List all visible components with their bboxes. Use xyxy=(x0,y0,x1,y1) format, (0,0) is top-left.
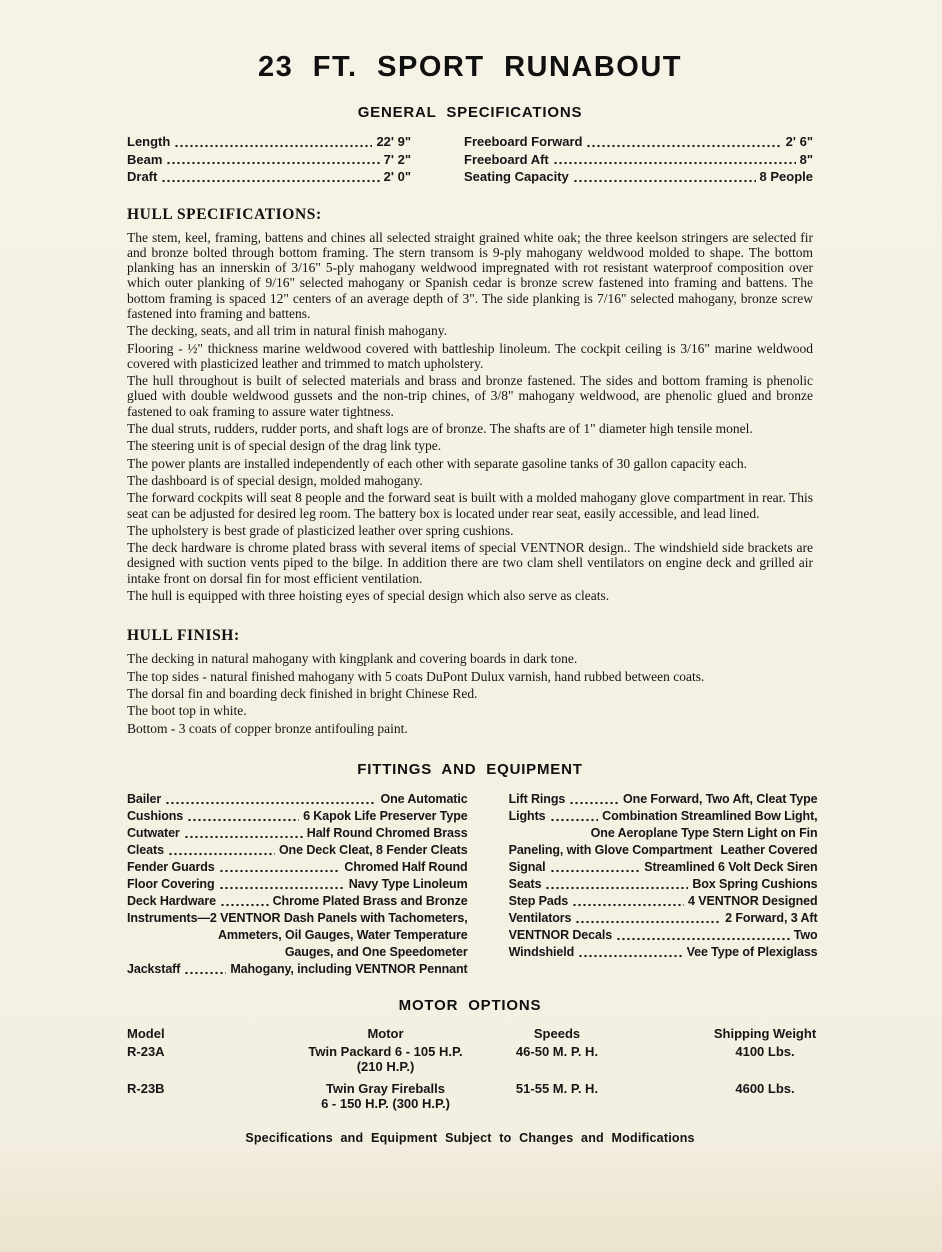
motor-shipping-weight xyxy=(717,1044,813,1059)
paragraph: The top sides - natural finished mahogany with 5 coats DuPont Dulux varnish, hand rubbed between coats. xyxy=(127,668,705,684)
motor-speeds xyxy=(512,1044,602,1059)
list-item xyxy=(509,791,818,808)
paragraph: The upholstery is best grade of plasticized leather over spring cushions. xyxy=(127,522,514,538)
leader-row xyxy=(127,151,411,169)
leader-dots xyxy=(161,179,379,183)
leader-row xyxy=(509,927,818,944)
list-item xyxy=(509,842,818,859)
item-value: 2' 0" xyxy=(383,169,411,184)
motor-model: R-23A xyxy=(127,1043,165,1059)
list-item xyxy=(509,910,818,927)
item-value: 6 Kapok Life Preserver Type xyxy=(303,808,468,823)
motor-description-line: Twin Packard 6 - 105 H.P. xyxy=(308,1043,463,1059)
leader-dots xyxy=(545,886,688,890)
leader-row xyxy=(127,825,468,842)
list-item xyxy=(127,168,411,186)
item-value: One Deck Cleat, 8 Fender Cleats xyxy=(278,842,468,857)
column-header-motor xyxy=(313,1026,458,1041)
motor-table-rows xyxy=(127,1044,813,1111)
list-item xyxy=(464,133,813,151)
column-header-model: Model xyxy=(127,1025,165,1041)
leader-row xyxy=(509,944,818,961)
paragraph: The dashboard is of special design, molded mahogany. xyxy=(127,472,423,488)
hull-specifications-heading: HULL SPECIFICATIONS: xyxy=(127,205,322,223)
footer-note: Specifications and Equipment Subject to Changes and Modifications xyxy=(245,1130,695,1145)
item-value: 2 Forward, 3 Aft xyxy=(725,910,818,925)
item-value: Two xyxy=(793,927,818,942)
item-label: Windshield xyxy=(508,944,575,959)
leader-dots xyxy=(166,161,379,165)
list-item xyxy=(509,944,818,961)
item-value: One Automatic xyxy=(380,791,468,806)
leader-row xyxy=(127,168,411,186)
item-label: Seats xyxy=(508,876,542,891)
general-specifications-heading: GENERAL SPECIFICATIONS xyxy=(357,104,583,121)
fittings-left-column xyxy=(127,791,468,978)
item-value: 8" xyxy=(799,151,813,167)
item-label: Fender Guards xyxy=(127,859,215,874)
paragraph: The power plants are installed independently of each other with separate gasoline tanks of 30 gallon capacity each. xyxy=(127,455,748,471)
leader-dots xyxy=(553,161,796,165)
item-value: Vee Type of Plexiglass xyxy=(686,944,818,959)
leader-dots xyxy=(168,852,275,856)
leader-row xyxy=(509,876,818,893)
paragraph: Flooring - ½" thickness marine weldwood covered with battleship linoleum. The cockpit ceiling is 3/16" marine weldwood covered with plasticized leather and trimmed to match upholstery. xyxy=(127,340,813,371)
page-content xyxy=(0,52,942,1145)
list-item xyxy=(509,893,818,910)
leader-dots xyxy=(219,869,341,873)
leader-dots xyxy=(569,801,619,805)
list-item xyxy=(127,893,468,910)
item-value: Combination Streamlined Bow Light, xyxy=(602,808,818,823)
paragraph: The steering unit is of special design of the drag link type. xyxy=(127,438,442,454)
page-title: 23 FT. SPORT RUNABOUT xyxy=(257,51,683,83)
item-value: Leather Covered xyxy=(720,842,818,857)
item-label: Lights xyxy=(508,808,546,823)
leader-dots xyxy=(575,920,721,924)
leader-row xyxy=(127,808,468,825)
leader-row xyxy=(464,151,813,169)
item-value: 22' 9" xyxy=(376,134,411,149)
item-label: Freeboard Aft xyxy=(464,151,549,167)
leader-row xyxy=(509,910,818,927)
item-label: Freeboard Forward xyxy=(464,134,583,149)
hull-specifications-text xyxy=(127,230,813,604)
item-value: Box Spring Cushions xyxy=(692,876,818,891)
item-label: Length xyxy=(127,134,171,149)
leader-row xyxy=(127,842,468,859)
list-item xyxy=(464,168,813,186)
fittings-and-equipment-list xyxy=(127,791,818,978)
leader-row xyxy=(509,791,818,808)
paragraph: The boot top in white. xyxy=(127,703,247,719)
leader-row xyxy=(464,168,813,186)
list-item xyxy=(127,961,468,978)
leader-dots xyxy=(219,886,345,890)
leader-row xyxy=(509,859,818,876)
leader-dots xyxy=(578,954,682,958)
leader-dots xyxy=(174,144,372,148)
list-item-line: Instruments—2 VENTNOR Dash Panels with Tachometers, xyxy=(127,910,468,925)
item-label: Bailer xyxy=(127,791,162,806)
leader-dots xyxy=(184,971,226,975)
leader-row xyxy=(127,133,411,151)
list-item xyxy=(127,825,468,842)
item-label: Cutwater xyxy=(127,825,180,840)
leader-dots xyxy=(187,818,299,822)
leader-dots xyxy=(586,144,781,148)
paragraph: The deck hardware is chrome plated brass with several items of special VENTNOR design.. The windshield side brackets are designed with suction vents piped to the bilge. In addition there are two clam shell ventilators on engine deck and grilled air intake front on dorsal fin for most efficient ventilation. xyxy=(127,540,813,586)
motor-model: R-23B xyxy=(127,1080,165,1096)
paragraph: The decking in natural mahogany with kingplank and covering boards in dark tone. xyxy=(127,651,578,667)
list-item xyxy=(127,808,468,825)
leader-dots xyxy=(184,835,303,839)
leader-row xyxy=(509,893,818,910)
list-item xyxy=(464,151,813,169)
general-specs-right-column xyxy=(464,133,813,186)
item-value: Chromed Half Round xyxy=(344,859,468,874)
general-specifications-list xyxy=(127,133,813,186)
motor-description xyxy=(313,1081,458,1111)
leader-dots xyxy=(573,179,756,183)
item-value: 4 VENTNOR Designed xyxy=(688,893,818,908)
motor-description-line: (210 H.P.) xyxy=(356,1058,415,1074)
leader-row xyxy=(509,842,818,859)
motor-row xyxy=(127,1044,813,1074)
paragraph: The forward cockpits will seat 8 people and the forward seat is built with a molded mahogany glove compartment in rear. This seat can be adjusted for desired leg room. The battery box is located under rear seat, easily accessible, and lead lined. xyxy=(127,490,813,521)
hull-finish-text xyxy=(127,651,813,735)
item-label: Ventilators xyxy=(508,910,572,925)
list-item xyxy=(127,859,468,876)
list-item-line: Gauges, and One Speedometer xyxy=(284,944,468,959)
item-label: Draft xyxy=(127,169,158,184)
paragraph: The dual struts, rudders, rudder ports, and shaft logs are of bronze. The shafts are of 1" diameter high tensile monel. xyxy=(127,421,753,437)
fittings-right-column xyxy=(509,791,818,978)
paragraph: The hull throughout is built of selected materials and brass and bronze fastened. The sides and bottom framing is phenolic glued with double weldwood gussets and the non-trip chines, of 3/8" mahogany weldwood, are phenolic glued and bronze fastened to oak framing to assure water tightness. xyxy=(127,373,813,419)
leader-dots xyxy=(550,818,599,822)
item-value: One Forward, Two Aft, Cleat Type xyxy=(623,791,818,806)
list-item xyxy=(127,133,411,151)
item-value: Navy Type Linoleum xyxy=(348,876,468,891)
leader-row xyxy=(509,808,818,825)
motor-speeds-value: 51-55 M. P. H. xyxy=(515,1080,599,1096)
leader-row xyxy=(127,859,468,876)
list-item-line: Ammeters, Oil Gauges, Water Temperature xyxy=(217,927,468,942)
item-label: Floor Covering xyxy=(127,876,215,891)
leader-dots xyxy=(220,903,269,907)
item-label: Cushions xyxy=(127,808,184,823)
leader-row xyxy=(127,876,468,893)
leader-row xyxy=(464,133,813,151)
column-header-shipping-weight xyxy=(713,1025,817,1041)
motor-description xyxy=(308,1043,463,1074)
motor-shipping-weight-value: 4600 Lbs. xyxy=(735,1080,795,1096)
hull-finish-heading: HULL FINISH: xyxy=(127,627,240,645)
column-header-speeds xyxy=(512,1026,602,1041)
item-value-continued: One Aeroplane Type Stern Light on Fin xyxy=(590,825,818,840)
column-header-speeds-label: Speeds xyxy=(533,1025,581,1041)
paragraph: The dorsal fin and boarding deck finished in bright Chinese Red. xyxy=(127,685,478,701)
item-label: Deck Hardware xyxy=(127,893,217,908)
column-header-motor-label: Motor xyxy=(367,1025,404,1041)
motor-options-table xyxy=(127,1025,817,1111)
column-header-shipping-weight-label: Shipping Weight xyxy=(713,1025,817,1041)
leader-dots xyxy=(165,801,376,805)
leader-row xyxy=(127,893,468,910)
motor-description-line: Twin Gray Fireballs xyxy=(326,1080,445,1096)
leader-dots xyxy=(550,869,641,873)
item-label: Paneling, with Glove Compartment xyxy=(508,842,713,857)
list-item xyxy=(127,842,468,859)
item-label: Signal xyxy=(508,859,546,874)
item-label: Step Pads xyxy=(508,893,569,908)
list-item xyxy=(509,927,818,944)
paragraph: Bottom - 3 coats of copper bronze antifouling paint. xyxy=(127,720,408,736)
item-value: 8 People xyxy=(759,169,813,184)
paragraph: The hull is equipped with three hoisting eyes of special design which also serve as cleats. xyxy=(127,588,610,604)
motor-table-header-row xyxy=(127,1025,817,1041)
item-value: 2' 6" xyxy=(785,134,813,149)
item-label: Cleats xyxy=(127,842,164,857)
motor-row xyxy=(127,1081,813,1111)
item-value: Mahogany, including VENTNOR Pennant xyxy=(230,961,468,976)
leader-dots xyxy=(616,937,790,941)
list-item xyxy=(127,151,411,169)
item-label: Beam xyxy=(127,151,163,167)
motor-shipping-weight xyxy=(717,1081,813,1096)
item-label: Seating Capacity xyxy=(464,169,569,184)
leader-row xyxy=(127,791,468,808)
leader-dots xyxy=(572,903,684,907)
motor-options-heading: MOTOR OPTIONS xyxy=(398,996,542,1014)
item-value: Half Round Chromed Brass xyxy=(306,825,468,840)
motor-speeds-value: 46-50 M. P. H. xyxy=(515,1043,599,1059)
item-value: Streamlined 6 Volt Deck Siren xyxy=(644,859,818,874)
item-label: Lift Rings xyxy=(508,791,566,806)
paragraph: The decking, seats, and all trim in natural finish mahogany. xyxy=(127,323,448,339)
list-item xyxy=(127,876,468,893)
list-item xyxy=(509,859,818,876)
list-item xyxy=(127,791,468,808)
list-item xyxy=(509,876,818,893)
item-label: Jackstaff xyxy=(127,961,181,976)
paragraph: The stem, keel, framing, battens and chines all selected straight grained white oak; the three keelson stringers are selected fir and bronze bolted through bottom framing. The stern transom is 9-ply mahogany weldwood molded to shape. The bottom planking has an innerskin of 3/16" 5-ply mahogany weldwood impregnated with rot resistant waterproof composition over which outer planking of 9/16" selected mahogany or Spanish cedar is bronze screw fastened into framing and battens. The bottom framing is spaced 12" centers of an average depth of 3". The side planking is 7/16" selected mahogany, bronze screw fastened into framing and battens. xyxy=(127,229,813,321)
motor-speeds xyxy=(512,1081,602,1096)
motor-description-line: 6 - 150 H.P. (300 H.P.) xyxy=(321,1095,450,1111)
general-specs-left-column xyxy=(127,133,411,186)
list-item xyxy=(509,808,818,842)
motor-shipping-weight-value: 4100 Lbs. xyxy=(735,1043,795,1059)
leader-row xyxy=(127,961,468,978)
item-label: VENTNOR Decals xyxy=(508,927,613,942)
item-value: Chrome Plated Brass and Bronze xyxy=(272,893,468,908)
item-value: 7' 2" xyxy=(383,151,411,167)
fittings-and-equipment-heading: FITTINGS AND EQUIPMENT xyxy=(357,760,583,778)
